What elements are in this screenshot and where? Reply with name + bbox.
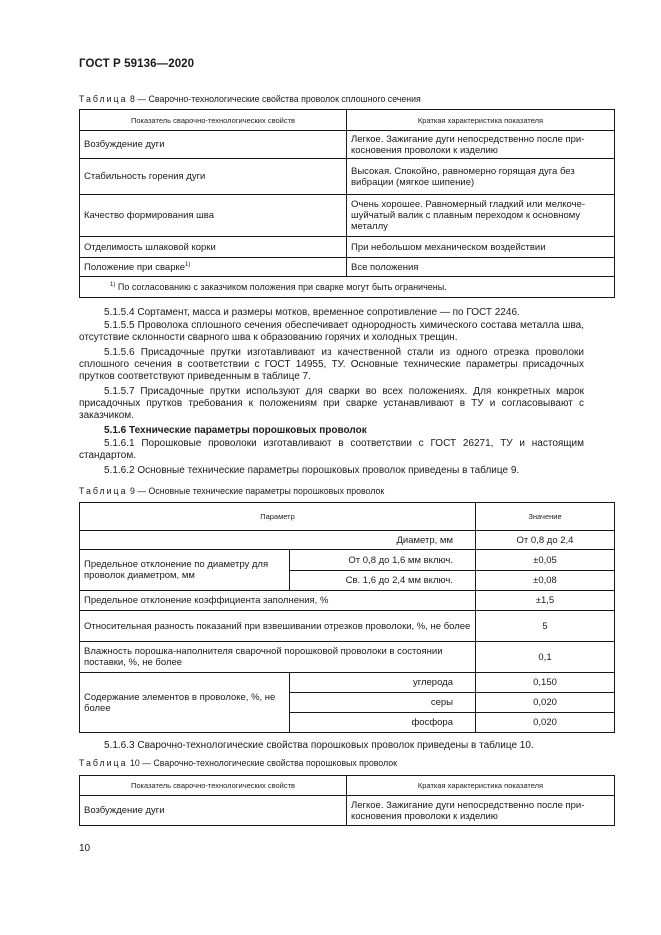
table8-header-characteristic: Краткая характеристика показателя: [347, 110, 615, 131]
table8-row-name: Положение при сварке: [84, 261, 186, 273]
table10-row-desc: Легкое. Зажигание дуги непосредственно после при-косновения проволоки к изделию: [347, 796, 615, 826]
table8-header-indicator: Показатель сварочно-технологических свойств: [80, 110, 347, 131]
table8-row-desc: Легкое. Зажигание дуги непосредственно после при-косновения проволоки к изделию: [347, 131, 615, 159]
table9-relative-label: Относительная разность показаний при взвешивании отрезков проволоки, %, не более: [80, 611, 476, 642]
table10-caption-text: 10 — Сварочно-технологические свойства порошковых проволок: [127, 758, 397, 768]
table9-relative-value: 5: [476, 611, 615, 642]
paragraph-5-1-5-7: 5.1.5.7 Присадочные прутки используют для сварки во всех положениях. Для конкретных марок присадочных прутков требования к положениям при сварке устанавливают в ТУ и согласовывают с заказчиком.: [79, 386, 584, 422]
paragraph-5-1-5-5: 5.1.5.5 Проволока сплошного сечения обеспечивает однородность химического состава металла шва, отсутствие склонности сварного шва к образованию горячих и холодных трещин.: [79, 320, 584, 344]
footnote-mark: 1): [185, 261, 191, 268]
table9-element-sulfur: серы: [290, 693, 476, 713]
table9-element-phosphorus: фосфора: [290, 713, 476, 733]
table9-deviation-label: Предельное отклонение по диаметру для проволок диаметром, мм: [80, 550, 290, 591]
table10-row-name: Возбуждение дуги: [80, 796, 347, 826]
table9-moisture-label: Влажность порошка-наполнителя сварочной порошковой проволоки в состоянии поставки, %, не более: [80, 642, 476, 673]
table8-row-desc: Все положения: [347, 258, 615, 277]
table8-footnote: [80, 277, 615, 298]
table9-element-sulfur-value: 0,020: [476, 693, 615, 713]
table9-element-phosphorus-value: 0,020: [476, 713, 615, 733]
table9-moisture-value: 0,1: [476, 642, 615, 673]
paragraph-5-1-5-6: 5.1.5.6 Присадочные прутки изготавливают из качественной стали из одного отрезка проволоки сплошного сечения в соответствии с ГОСТ 14955, ТУ. Основные технические параметры присадочных прутков соответствуют приведенным в таблице 7.: [79, 347, 584, 383]
footnote-mark: 1): [110, 281, 116, 288]
table8-caption-word: Таблица: [79, 94, 128, 104]
paragraph-5-1-6-1: 5.1.6.1 Порошковые проволоки изготавливают в соответствии с ГОСТ 26271, ТУ и настоящим стандартом.: [79, 438, 584, 462]
table8-row-name: Отделимость шлаковой корки: [80, 237, 347, 258]
footnote-text: По согласованию с заказчиком положения при сварке могут быть ограничены.: [117, 281, 447, 292]
table8-row-position: [80, 258, 347, 277]
table9-deviation-val1: ±0,05: [476, 550, 615, 571]
page-number: 10: [79, 843, 91, 854]
table9-header-value: Значение: [476, 503, 615, 531]
table9-caption-word: Таблица: [79, 486, 128, 496]
table8-row-name: Стабильность горения дуги: [80, 159, 347, 195]
table10-header-characteristic: Краткая характеристика показателя: [347, 776, 615, 796]
table9-deviation-sub2: Св. 1,6 до 2,4 мм включ.: [290, 571, 476, 591]
table9-diameter-label: Диаметр, мм: [80, 531, 476, 550]
table9-diameter-value: От 0,8 до 2,4: [476, 531, 615, 550]
table9-elements-label: Содержание элементов в проволоке, %, не более: [80, 673, 290, 733]
table9-caption-text: 9 — Основные технические параметры порошковых проволок: [127, 486, 385, 496]
table8-caption: [79, 94, 421, 104]
table9-element-carbon-value: 0,150: [476, 673, 615, 693]
table8-row-desc: Очень хорошее. Равномерный гладкий или мелкоче-шуйчатый валик с плавным переходом к основному металлу: [347, 195, 615, 237]
table10-caption-word: Таблица: [79, 758, 128, 768]
paragraph-5-1-6-2: 5.1.6.2 Основные технические параметры порошковых проволок приведены в таблице 9.: [104, 465, 520, 476]
table9-caption: [79, 486, 384, 496]
table8-row-name: Возбуждение дуги: [80, 131, 347, 159]
table9-fill-value: ±1,5: [476, 591, 615, 611]
table8-row-name: Качество формирования шва: [80, 195, 347, 237]
paragraph-5-1-5-4: 5.1.5.4 Сортамент, масса и размеры мотков, временное сопротивление — по ГОСТ 2246.: [104, 307, 520, 318]
table-8: [79, 109, 615, 298]
table-9: [79, 502, 615, 733]
table9-element-carbon: углерода: [290, 673, 476, 693]
paragraph-5-1-6-3: 5.1.6.3 Сварочно-технологические свойства порошковых проволок приведены в таблице 10.: [104, 740, 534, 751]
table9-header-parameter: Параметр: [80, 503, 476, 531]
table-10: [79, 775, 615, 826]
table9-deviation-val2: ±0,08: [476, 571, 615, 591]
section-heading-5-1-6: 5.1.6 Технические параметры порошковых проволок: [104, 425, 367, 436]
table8-row-desc: При небольшом механическом воздействии: [347, 237, 615, 258]
document-header: ГОСТ Р 59136—2020: [79, 58, 195, 70]
table8-caption-text: 8 — Сварочно-технологические свойства проволок сплошного сечения: [127, 94, 421, 104]
table9-fill-label: Предельное отклонение коэффициента заполнения, %: [80, 591, 476, 611]
table10-header-indicator: Показатель сварочно-технологических свойств: [80, 776, 347, 796]
table8-row-desc: Высокая. Спокойно, равномерно горящая дуга без вибрации (мягкое шипение): [347, 159, 615, 195]
table9-deviation-sub1: От 0,8 до 1,6 мм включ.: [290, 550, 476, 571]
table10-caption: [79, 758, 397, 768]
